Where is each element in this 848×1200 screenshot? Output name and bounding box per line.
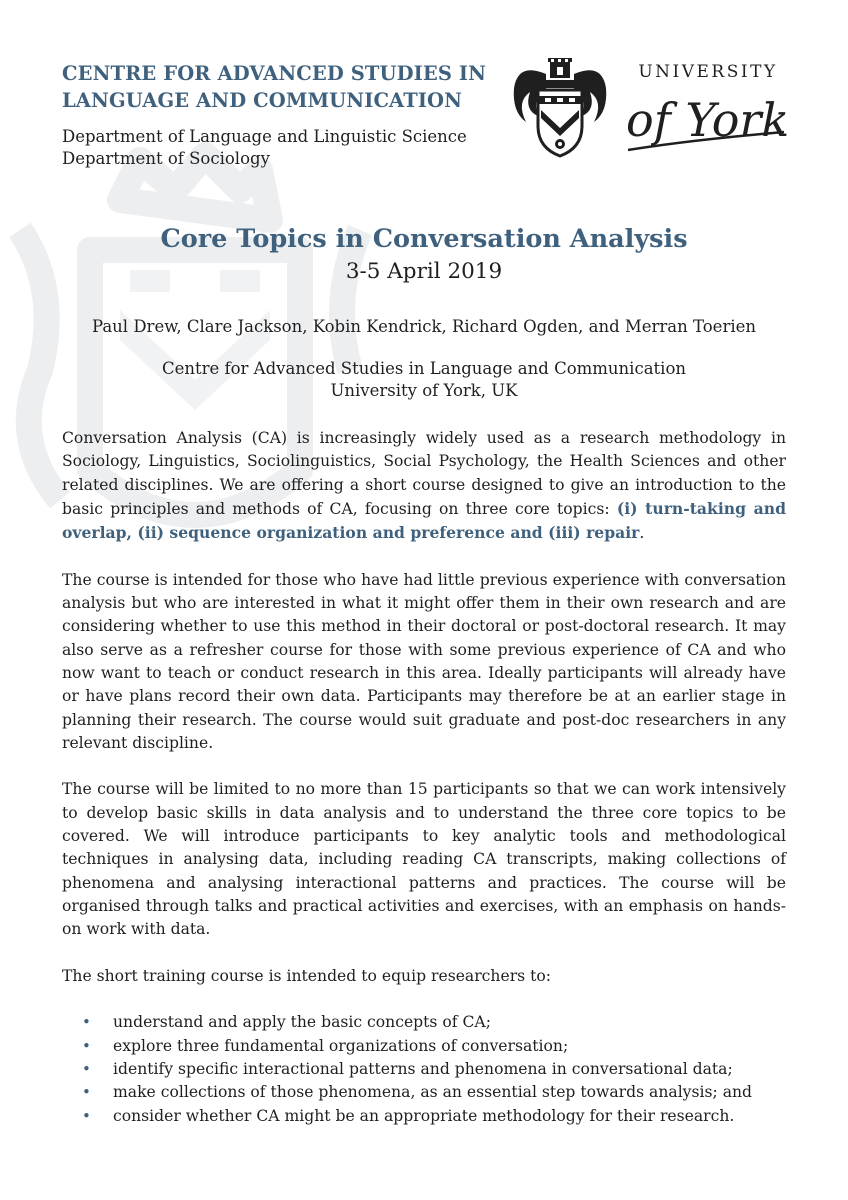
bullet-icon: • — [82, 1036, 91, 1055]
list-item — [62, 1011, 786, 1034]
of-york-script-logo — [620, 86, 790, 158]
list-item — [62, 1105, 786, 1128]
body-text — [62, 427, 786, 1128]
list-item-text: understand and apply the basic concepts of CA; — [113, 1013, 491, 1032]
department-1: Department of Language and Linguistic Science — [62, 127, 467, 146]
audience-paragraph: The course is intended for those who have had little previous experience with conversation analysis but who are interested in what it might offer them in their own research and are considering whether to use this method in their doctoral or post-doctoral research. It may also serve as a refresher course for those with some previous experience of CA and who now want to teach or conduct research in this area. Ideally participants will already have or have plans record their own data. Participants may therefore be at an earlier stage in planning their research. The course would suit graduate and post-doc researchers in any relevant discipline. — [62, 570, 786, 752]
centre-title-line-2: LANGUAGE AND COMMUNICATION — [62, 89, 463, 112]
list-item-text: make collections of those phenomena, as an essential step towards analysis; and — [113, 1083, 753, 1102]
list-item-text: identify specific interactional patterns and phenomena in conversational data; — [113, 1060, 733, 1079]
format-paragraph: The course will be limited to no more than 15 participants so that we can work intensively to develop basic skills in data analysis and to understand the three core topics to be covered. We will introduce participants to key analytic tools and methodological techniques in analysing data, including reading CA transcripts, making collections of phenomena and analysing interactional patterns and practices. The course will be organised through talks and practical activities and exercises, with an emphasis on hands-on work with data. — [62, 780, 786, 939]
venue-line-1: Centre for Advanced Studies in Language and Communication — [161, 359, 687, 378]
list-item — [62, 1035, 786, 1058]
bullet-icon: • — [82, 1106, 91, 1125]
venue-line-2: University of York, UK — [330, 381, 518, 400]
list-item-text: consider whether CA might be an appropriate methodology for their research. — [113, 1106, 735, 1125]
university-crest-icon — [508, 52, 612, 162]
aims-list — [62, 1011, 786, 1127]
department-2: Department of Sociology — [62, 149, 270, 168]
course-date: 3-5 April 2019 — [345, 259, 503, 284]
list-item-text: explore three fundamental organizations of conversation; — [113, 1036, 569, 1055]
aims-intro: The short training course is intended to equip researchers to: — [62, 966, 552, 985]
list-item — [62, 1081, 786, 1104]
bullet-icon: • — [82, 1013, 91, 1032]
intro-paragraph — [62, 427, 786, 545]
bullet-icon: • — [82, 1060, 91, 1079]
university-wordmark: UNIVERSITY — [638, 62, 778, 82]
course-venue — [0, 358, 848, 402]
header-block — [62, 60, 522, 170]
of-york-script-text: of York — [626, 93, 790, 147]
course-title: Core Topics in Conversation Analysis — [160, 224, 688, 254]
list-item — [62, 1058, 786, 1081]
bullet-icon: • — [82, 1083, 91, 1102]
centre-title-line-1: CENTRE FOR ADVANCED STUDIES IN — [62, 62, 487, 85]
intro-text: Conversation Analysis (CA) is increasingly widely used as a research methodology in Sociology, Linguistics, Sociolinguistics, Social Psychology, the Health Sciences and other related disciplines. We are offering a short course designed to give an introduction to the basic principles and methods of CA, focusing on three core topics: — [62, 429, 786, 518]
intro-end: . — [639, 524, 645, 543]
course-authors: Paul Drew, Clare Jackson, Kobin Kendrick, Richard Ogden, and Merran Toerien — [91, 317, 756, 336]
core-topics-highlight: (i) turn-taking and overlap, (ii) sequence organization and preference and (iii) repair — [62, 498, 786, 543]
